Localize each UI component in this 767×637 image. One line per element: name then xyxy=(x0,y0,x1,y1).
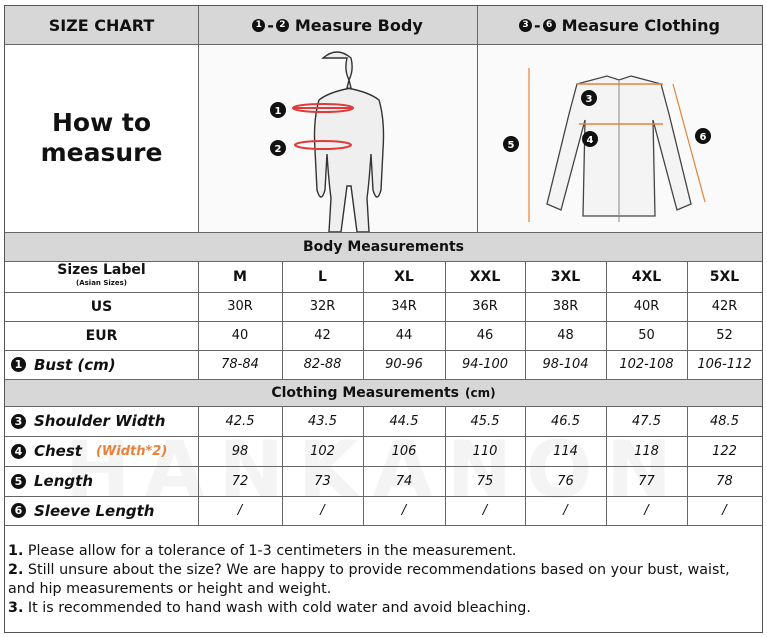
size-chart-label: SIZE CHART xyxy=(48,15,155,35)
length-cell: 74 xyxy=(395,473,413,489)
bullet-3-icon: 3 xyxy=(519,19,532,32)
sleeve-cell: / xyxy=(644,503,649,518)
body-silhouette-icon xyxy=(198,44,477,232)
us-cell: 30R xyxy=(227,299,253,314)
eur-cell: 44 xyxy=(395,328,413,343)
size-cell: L xyxy=(318,268,327,285)
chest-cell: 118 xyxy=(634,443,659,459)
length-cell: 76 xyxy=(557,473,574,489)
sleeve-cell: / xyxy=(401,503,407,518)
size-cell: 3XL xyxy=(550,268,581,285)
body-figure xyxy=(198,44,477,232)
sizes-label: Sizes Label xyxy=(57,261,146,278)
chest-cell: 98 xyxy=(231,443,249,459)
sleeve-cell: / xyxy=(722,503,727,518)
chest-note: (Width*2) xyxy=(95,443,168,459)
us-label: US xyxy=(90,298,113,315)
sleeve-cell: / xyxy=(320,503,325,518)
bust-cell: 98-104 xyxy=(542,357,589,372)
shirt-figure xyxy=(477,44,762,232)
eur-cell: 48 xyxy=(557,328,574,343)
length-cell: 78 xyxy=(716,473,733,489)
chest-label: Chest xyxy=(34,442,82,460)
bust-label-cell xyxy=(5,350,198,379)
chest-cell: 106 xyxy=(391,443,417,459)
bust-cell: 90-96 xyxy=(385,357,423,372)
chest-label-cell xyxy=(5,436,198,466)
eur-label: EUR xyxy=(85,327,118,344)
chest-cell: 114 xyxy=(553,443,578,459)
bust-cell: 94-100 xyxy=(461,357,509,372)
shoulder-label-cell xyxy=(5,406,198,436)
measure-body-label: Measure Body xyxy=(294,15,423,35)
bullet-3-icon: 3 xyxy=(11,414,26,429)
bullet-4-icon: 4 xyxy=(11,444,26,459)
eur-cell: 52 xyxy=(716,328,733,343)
clothing-measurements-title xyxy=(5,379,762,406)
bullet-1-icon: 1 xyxy=(252,19,265,32)
sleeve-cell: / xyxy=(563,503,568,518)
size-chart xyxy=(4,5,763,633)
length-cell: 72 xyxy=(231,473,249,489)
bust-cell: 106-112 xyxy=(697,357,752,372)
sleeve-cell: / xyxy=(237,503,243,518)
bullet-2-icon: 2 xyxy=(276,19,289,32)
chest-cell: 110 xyxy=(472,443,498,459)
how-to-measure xyxy=(5,44,198,232)
length-cell: 77 xyxy=(638,473,655,489)
length-label: Length xyxy=(34,472,93,490)
us-cell: 32R xyxy=(309,299,336,314)
bust-cell: 102-108 xyxy=(619,357,674,372)
bust-label: Bust (cm) xyxy=(34,355,116,374)
size-cell: 5XL xyxy=(709,268,740,285)
eur-cell: 40 xyxy=(231,328,249,343)
size-cell: XXL xyxy=(469,268,501,285)
sleeve-label: Sleeve Length xyxy=(34,501,155,520)
note-1: 1. Please allow for a tolerance of 1-3 centimeters in the measurement. xyxy=(8,543,517,559)
us-cell: 42R xyxy=(711,299,738,314)
marker-6: 6 xyxy=(699,132,707,143)
clothing-title: Clothing Measurements xyxy=(271,384,460,401)
shoulder-label: Shoulder Width xyxy=(34,412,166,430)
shoulder-cell: 46.5 xyxy=(551,413,580,429)
shoulder-cell: 44.5 xyxy=(389,413,419,429)
marker-1: 1 xyxy=(274,106,282,117)
measure-clothing-label: Measure Clothing xyxy=(561,15,721,35)
us-cell: 40R xyxy=(633,299,660,314)
shoulder-cell: 43.5 xyxy=(308,413,337,429)
shoulder-cell: 47.5 xyxy=(632,413,661,429)
shoulder-cell: 45.5 xyxy=(470,413,500,429)
notes xyxy=(8,542,758,618)
us-cell: 36R xyxy=(472,299,498,314)
length-cell: 75 xyxy=(476,473,494,489)
shoulder-cell: 42.5 xyxy=(225,413,255,429)
marker-4: 4 xyxy=(586,135,594,146)
us-cell: 34R xyxy=(391,299,417,314)
chest-cell: 102 xyxy=(310,443,335,459)
eur-cell: 50 xyxy=(638,328,655,343)
chest-cell: 122 xyxy=(712,443,737,459)
bullet-6-icon: 6 xyxy=(543,19,556,32)
note-3: 3. It is recommended to hand wash with cold water and avoid bleaching. xyxy=(8,600,531,616)
marker-3: 3 xyxy=(585,94,593,105)
length-cell: 73 xyxy=(314,473,331,489)
marker-2: 2 xyxy=(274,144,282,155)
bullet-1-icon: 1 xyxy=(11,357,26,372)
shirt-icon xyxy=(477,44,762,232)
shoulder-cell: 48.5 xyxy=(710,413,739,429)
sizes-sub-label: (Asian Sizes) xyxy=(76,278,127,287)
size-cell: M xyxy=(233,268,247,285)
sleeve-label-cell xyxy=(5,496,198,525)
how-to-line-1: How to xyxy=(51,108,152,137)
marker-5: 5 xyxy=(507,140,515,151)
bust-cell: 78-84 xyxy=(221,357,259,372)
size-cell: XL xyxy=(394,268,414,285)
bullet-5-icon: 5 xyxy=(11,474,26,489)
eur-cell: 46 xyxy=(476,328,494,343)
eur-cell: 42 xyxy=(314,328,331,343)
us-cell: 38R xyxy=(552,299,579,314)
size-chart-title xyxy=(5,6,198,44)
bust-cell: 82-88 xyxy=(303,357,342,372)
sizes-label-cell xyxy=(5,261,198,292)
clothing-unit: (cm) xyxy=(465,385,496,400)
note-2: 2. Still unsure about the size? We are happy to provide recommendations based on your bust, waist, and hip measurements or height and weight. xyxy=(8,562,730,597)
bullet-6-icon: 6 xyxy=(11,503,26,518)
measure-body-header: 1 - 2 Measure Body xyxy=(198,6,477,44)
length-label-cell xyxy=(5,466,198,496)
measure-clothing-header: 3 - 6 Measure Clothing xyxy=(477,6,762,44)
size-cell: 4XL xyxy=(631,268,662,285)
sleeve-cell: / xyxy=(482,503,488,518)
body-measurements-title: Body Measurements xyxy=(5,232,762,261)
how-to-line-2: measure xyxy=(40,138,163,167)
